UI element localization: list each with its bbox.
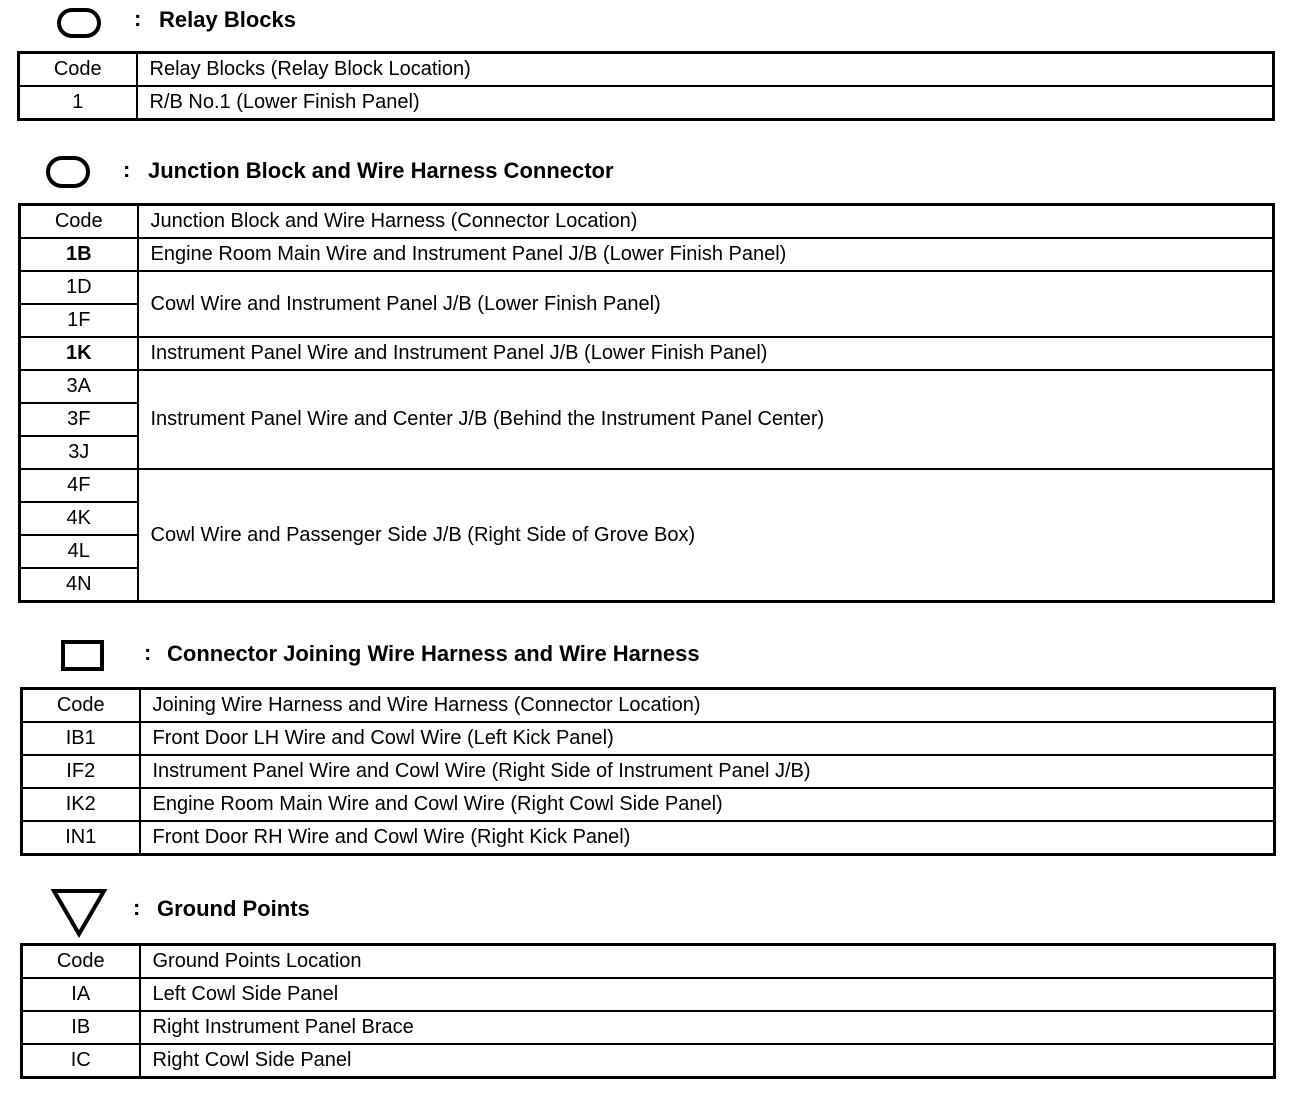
section-colon: : [144, 640, 152, 665]
description-header: Junction Block and Wire Harness (Connector Location) [138, 205, 1274, 239]
code-cell: IK2 [22, 788, 140, 821]
section-title-relay-blocks: Relay Blocks [159, 7, 296, 32]
connector-joining-table [20, 687, 1276, 856]
code-cell: 3A [20, 370, 138, 403]
code-cell: IB1 [22, 722, 140, 755]
code-cell: IA [22, 978, 140, 1011]
code-cell: IB [22, 1011, 140, 1044]
code-cell: 1D [20, 271, 138, 304]
table-row [22, 788, 1275, 821]
description-cell: Instrument Panel Wire and Cowl Wire (Right Side of Instrument Panel J/B) [140, 755, 1275, 788]
code-cell: 1B [20, 238, 138, 271]
square-icon [61, 640, 104, 671]
description-cell: Instrument Panel Wire and Instrument Panel J/B (Lower Finish Panel) [138, 337, 1274, 370]
table-row [22, 722, 1275, 755]
description-header: Ground Points Location [140, 945, 1275, 979]
table-row [22, 978, 1275, 1011]
description-cell: Engine Room Main Wire and Instrument Panel J/B (Lower Finish Panel) [138, 238, 1274, 271]
junction-block-table [18, 203, 1275, 603]
table-row [20, 337, 1274, 370]
code-cell: IC [22, 1044, 140, 1078]
description-cell: Cowl Wire and Instrument Panel J/B (Lower Finish Panel) [138, 271, 1274, 337]
code-header: Code [19, 53, 137, 87]
description-cell: R/B No.1 (Lower Finish Panel) [137, 86, 1274, 120]
code-cell: 4K [20, 502, 138, 535]
code-cell: 4L [20, 535, 138, 568]
table-row [22, 821, 1275, 855]
description-header: Relay Blocks (Relay Block Location) [137, 53, 1274, 87]
section-title-connector-joining: Connector Joining Wire Harness and Wire Harness [167, 641, 700, 666]
triangle-down-icon [50, 887, 108, 939]
ground-points-table [20, 943, 1276, 1079]
table-row [22, 755, 1275, 788]
code-cell: IN1 [22, 821, 140, 855]
table-header-row [22, 689, 1275, 723]
code-cell: 1F [20, 304, 138, 337]
table-row [19, 86, 1274, 120]
section-colon: : [123, 157, 131, 182]
table-header-row [20, 205, 1274, 239]
table-row [20, 469, 1274, 502]
description-header: Joining Wire Harness and Wire Harness (Connector Location) [140, 689, 1275, 723]
section-title-junction-block: Junction Block and Wire Harness Connector [148, 158, 614, 183]
description-cell: Left Cowl Side Panel [140, 978, 1275, 1011]
rounded-rect-icon [46, 156, 90, 188]
code-cell: 4N [20, 568, 138, 602]
code-header: Code [20, 205, 138, 239]
description-cell: Right Cowl Side Panel [140, 1044, 1275, 1078]
code-cell: 3J [20, 436, 138, 469]
table-row [20, 271, 1274, 304]
table-row [20, 370, 1274, 403]
table-row [22, 1044, 1275, 1078]
code-cell: 3F [20, 403, 138, 436]
code-header: Code [22, 689, 140, 723]
description-cell: Right Instrument Panel Brace [140, 1011, 1275, 1044]
table-header-row [19, 53, 1274, 87]
description-cell: Instrument Panel Wire and Center J/B (Behind the Instrument Panel Center) [138, 370, 1274, 469]
section-colon: : [134, 6, 142, 31]
description-cell: Cowl Wire and Passenger Side J/B (Right Side of Grove Box) [138, 469, 1274, 602]
relay-blocks-table [17, 51, 1275, 121]
table-row [22, 1011, 1275, 1044]
description-cell: Engine Room Main Wire and Cowl Wire (Right Cowl Side Panel) [140, 788, 1275, 821]
section-colon: : [133, 895, 141, 920]
table-row [20, 238, 1274, 271]
description-cell: Front Door RH Wire and Cowl Wire (Right Kick Panel) [140, 821, 1275, 855]
description-cell: Front Door LH Wire and Cowl Wire (Left Kick Panel) [140, 722, 1275, 755]
section-title-ground-points: Ground Points [157, 896, 310, 921]
code-cell: IF2 [22, 755, 140, 788]
code-header: Code [22, 945, 140, 979]
code-cell: 4F [20, 469, 138, 502]
code-cell: 1K [20, 337, 138, 370]
table-header-row [22, 945, 1275, 979]
rounded-rect-icon [57, 8, 101, 38]
code-cell: 1 [19, 86, 137, 120]
